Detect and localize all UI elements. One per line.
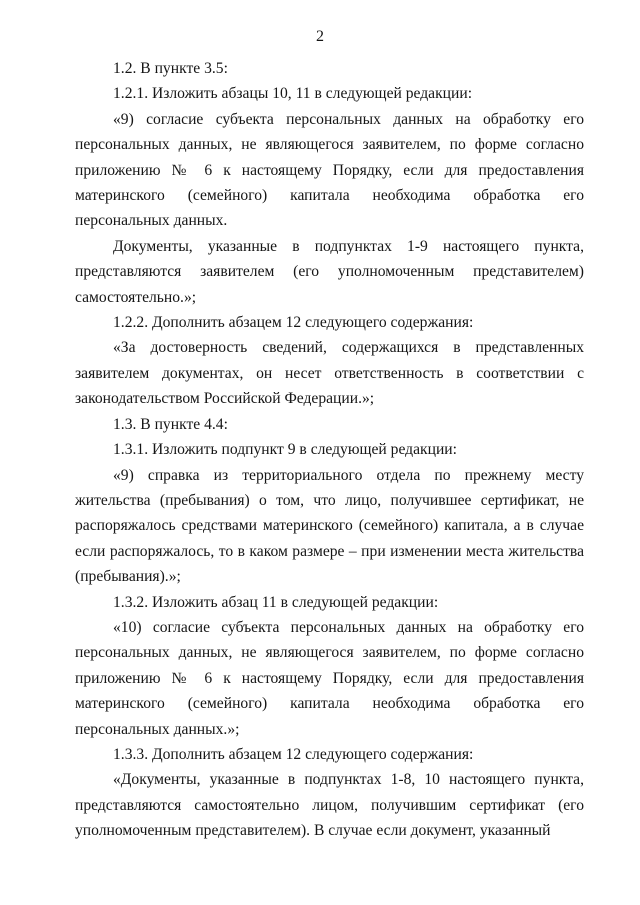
paragraph-1-2: 1.2. В пункте 3.5: [113,60,228,77]
paragraph-documents-1-8-10: «Документы, указанные в подпунктах 1-8, 10 настоящего пункта, представляются самостоятельно лицом, получившим сертификат (его уполномоченным представителем). В случае если документ, указанный [75,771,584,840]
page-number: 2 [316,28,324,45]
paragraph-reliability: «За достоверность сведений, содержащихся в представленных заявителем документах, он несет ответственность в соответствии с законодательством Российской Федерации.»; [75,339,584,408]
paragraph-1-3: 1.3. В пункте 4.4: [113,415,228,433]
document-body [75,56,584,844]
paragraph-1-3-1: 1.3.1. Изложить подпункт 9 в следующей редакции: [113,441,457,459]
paragraph-item-10-consent: «10) согласие субъекта персональных данных на обработку его персональных данных, не являющегося заявителем, по форме согласно приложению № 6 к настоящему Порядку, если для предоставления материнского (семейного) капитала необходима обработка его персональных данных.»; [75,618,584,738]
paragraph-1-3-3: 1.3.3. Дополнить абзацем 12 следующего содержания: [113,745,474,763]
paragraph-item-9-certificate: «9) справка из территориального отдела по прежнему месту жительства (пребывания) о том, что лицо, получившее сертификат, не распоряжалось средствами материнского (семейного) капитала, а в случае если распоряжалось, то в каком размере – при изменении места жительства (пребывания).»; [75,466,584,586]
paragraph-item-9-consent: «9) согласие субъекта персональных данных на обработку его персональных данных, не являющегося заявителем, по форме согласно приложению № 6 к настоящему Порядку, если для предоставления материнского (семейного) капитала необходима обработка его персональных данных. [75,110,584,230]
paragraph-1-2-2: 1.2.2. Дополнить абзацем 12 следующего содержания: [113,314,474,332]
paragraph-1-2-1: 1.2.1. Изложить абзацы 10, 11 в следующей редакции: [113,85,473,103]
paragraph-documents-1-9: Документы, указанные в подпунктах 1-9 настоящего пункта, представляются заявителем (его уполномоченным представителем) самостоятельно.»; [75,237,584,306]
paragraph-1-3-2: 1.3.2. Изложить абзац 11 в следующей редакции: [113,593,439,611]
